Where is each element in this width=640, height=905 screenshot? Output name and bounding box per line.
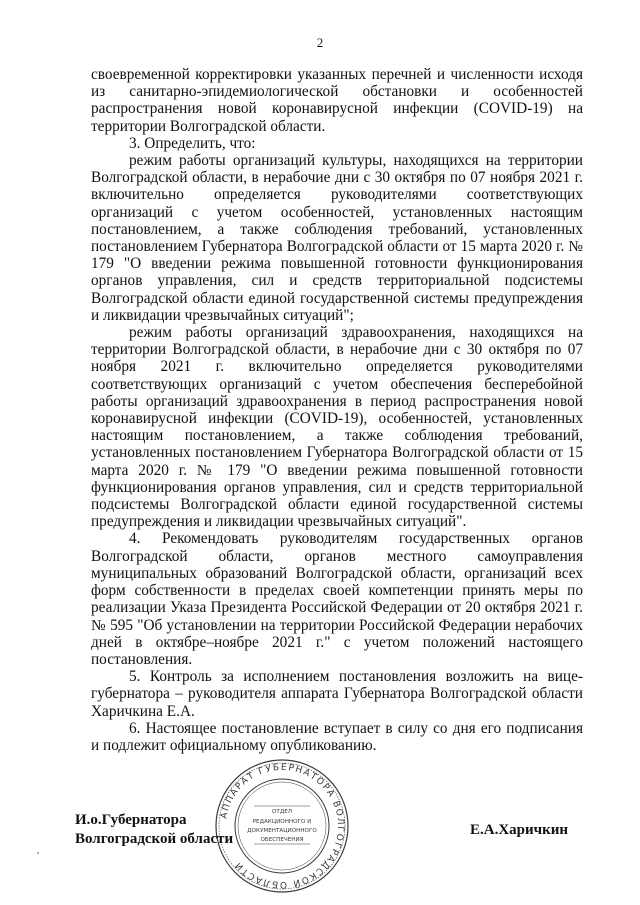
stamp-inner-line-1: ОТДЕЛ [272,809,292,815]
document-body [91,66,583,754]
stamp-outer-text: АППАРАТ ГУБЕРНАТОРА ВОЛГОГРАДСКОЙ ОБЛАСТИ [219,762,346,890]
stamp-inner-line-2: РЕДАКЦИОННОГО И [252,819,312,825]
page-number: 2 [316,35,324,50]
paragraph-item-4: 4. Рекомендовать руководителям государственных органов Волгоградской области, органов местного самоуправления муниципальных образований Волгоградской области, организаций всех форм собственности в пределах своей компетенции принять меры по реализации Указа Президента Российской Федерации от 20 октября 2021 г. № 595 "Об установлении на территории Российской Федерации нерабочих дней в октябре–ноябре 2021 г." с учетом положений настоящего постановления. [91,530,583,668]
scan-speck [37,852,39,854]
stamp-inner-line-4: ОБЕСПЕЧЕНИЯ [260,837,304,843]
signatory-position-line-2: Волгоградской области [75,831,234,847]
paragraph-item-3: 3. Определить, что: [129,134,256,152]
paragraph-culture-regime: режим работы организаций культуры, находящихся на территории Волгоградской области, в нерабочие дни с 30 октября по 07 ноября 2021 г. включительно определяется руководителями соответствующих организаций с учетом особенностей, установленных настоящим постановлением, а также соблюдения требований, установленных постановлением Губернатора Волгоградской области от 15 марта 2020 г. № 179 "О введении режима повышенной готовности функционирования органов управления, сил и средств территориальной подсистемы Волгоградской области единой государственной системы предупреждения и ликвидации чрезвычайных ситуаций"; [91,152,583,324]
official-seal-stamp [214,758,350,894]
signatory-position-line-1: И.о.Губернатора [75,812,187,828]
signatory-name: Е.А.Харичкин [470,822,569,838]
stamp-inner-line-3: ДОКУМЕНТАЦИОННОГО [247,828,317,834]
paragraph-continuation: своевременной корректировки указанных перечней и численности исходя из санитарно-эпидемиологической обстановки и особенностей распространения новой коронавирусной инфекции (COVID-19) на территории Волгоградской области. [91,66,583,135]
paragraph-item-5: 5. Контроль за исполнением постановления возложить на вице-губернатора – руководителя аппарата Губернатора Волгоградской области Харичкина Е.А. [91,668,583,720]
signatory-position [75,811,233,849]
paragraph-item-6: 6. Настоящее постановление вступает в силу со дня его подписания и подлежит официальному опубликованию. [91,719,583,754]
paragraph-health-regime: режим работы организаций здравоохранения, находящихся на территории Волгоградской области, в нерабочие дни с 30 октября по 07 ноября 2021 г. включительно определяется руководителями соответствующих организаций с учетом обеспечения бесперебойной работы организаций здравоохранения в период распространения новой коронавирусной инфекции (COVID-19), особенностей, установленных настоящим постановлением, а также соблюдения требований, установленных постановлением Губернатора Волгоградской области от 15 марта 2020 г. № 179 "О введении режима повышенной готовности функционирования органов управления, сил и средств территориальной подсистемы Волгоградской области единой государственной системы предупреждения и ликвидации чрезвычайных ситуаций". [91,324,583,531]
